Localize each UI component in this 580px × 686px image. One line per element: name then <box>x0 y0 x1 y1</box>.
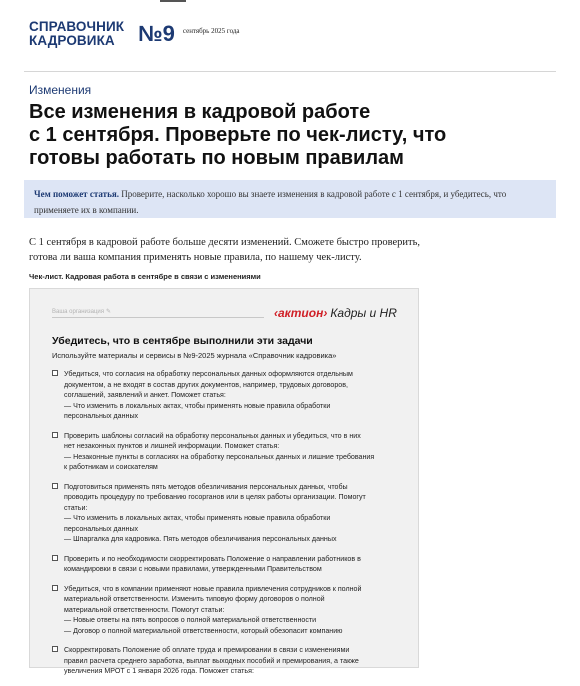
headline-line: с 1 сентября. Проверьте по чек-листу, что <box>29 124 447 146</box>
item-line: Проверить и по необходимости скорректировать Положение о направлении работников в <box>64 554 361 563</box>
top-bar-mark <box>160 0 186 2</box>
item-line: материальной ответственности. Помогут статьи: <box>64 605 225 614</box>
item-line: Скорректировать Положение об оплате труда и премировании в связи с изменениями <box>64 646 350 654</box>
organization-underline <box>52 317 264 318</box>
checkbox[interactable] <box>52 432 58 438</box>
item-link[interactable]: — Новые ответы на пять вопросов о полной материальной ответственности <box>64 616 317 624</box>
checklist-item <box>52 369 402 422</box>
header-divider <box>24 71 556 72</box>
intro-line: готова ли ваша компания применять новые правила, по нашему чек-листу. <box>29 252 362 263</box>
checklist-item <box>52 645 402 677</box>
item-line: Убедиться, что в компании применяют новые правила привлечения сотрудников к полной <box>64 584 362 593</box>
masthead <box>29 20 240 48</box>
headline-line: готовы работать по новым правилам <box>29 147 404 169</box>
item-line: правил расчета среднего заработка, выплат выходных пособий и премирования, а также <box>64 656 359 665</box>
item-line: командировки в связи с новыми правилами, утвержденными Правительством <box>64 565 322 573</box>
brand-kadry: Кадры и HR <box>330 306 397 320</box>
item-line: статьи: <box>64 503 88 512</box>
logo-line-1: СПРАВОЧНИК <box>29 19 125 34</box>
item-line: Убедиться, что согласия на обработку персональных данных оформляются отдельным <box>64 370 353 378</box>
checklist-caption: Чек-лист. Кадровая работа в сентябре в связи с изменениями <box>29 272 261 281</box>
checkbox[interactable] <box>52 585 58 591</box>
brand-aktion: ‹актион› <box>274 306 328 320</box>
item-line: нет незаконных пунктов и лишней информации. Поможет статья: <box>64 442 280 450</box>
item-line: соглашений, заявлений и анкет. Поможет статья: <box>64 391 226 399</box>
checkbox[interactable] <box>52 646 58 652</box>
checkbox[interactable] <box>52 555 58 561</box>
journal-logo[interactable] <box>29 20 124 48</box>
checklist-card <box>29 288 419 675</box>
checkbox[interactable] <box>52 483 58 489</box>
checklist-card-header <box>30 289 418 319</box>
checklist-item <box>52 554 402 575</box>
item-link[interactable]: к работникам и соискателям <box>64 463 158 471</box>
item-link[interactable]: — Шпаргалка для кадровика. Пять методов обезличивания персональных данных <box>64 535 337 543</box>
item-line: Подготовиться применять пять методов обезличивания персональных данных, чтобы <box>64 482 348 491</box>
organization-field[interactable] <box>52 308 111 315</box>
item-link[interactable]: — Что изменить в локальных актах, чтобы применять новые правила обработки <box>64 401 331 410</box>
item-line: Проверить шаблоны согласий на обработку персональных данных и убедиться, что в них <box>64 431 361 440</box>
article-headline <box>29 101 549 170</box>
benefit-text: Проверите, насколько хорошо вы знаете изменения в кадровой работе с 1 сентября, и убедитесь, что применяете их в компании. <box>34 189 507 215</box>
brand-logo <box>274 306 397 320</box>
organization-placeholder: Ваша организация <box>52 309 105 315</box>
checklist-item <box>52 482 402 545</box>
checklist-subtitle: Используйте материалы и сервисы в №9-2025 журнала «Справочник кадровика» <box>52 351 337 360</box>
item-line: увеличения МРОТ с 1 января 2026 года. Поможет статья: <box>64 667 254 675</box>
checklist-item <box>52 584 402 637</box>
item-link[interactable]: — Что изменить в локальных актах, чтобы применять новые правила обработки <box>64 514 331 522</box>
item-line: документом, а не входят в состав других документов, например, трудовых договоров, <box>64 380 348 389</box>
issue-date: сентябрь 2025 года <box>182 27 240 35</box>
item-line: проводить процедуру по требованию госорганов или в целях работы организации. Помогут <box>64 493 366 501</box>
item-link[interactable]: — Незаконные пункты в согласиях на обработку персональных данных и лишние требования <box>64 452 375 461</box>
checklist-title: Убедитесь, что в сентябре выполнили эти задачи <box>52 335 313 347</box>
item-link[interactable]: персональных данных <box>64 524 139 533</box>
headline-line: Все изменения в кадровой работе <box>29 101 371 123</box>
benefit-label: Чем поможет статья. <box>34 189 119 199</box>
pencil-icon: ✎ <box>106 309 112 315</box>
article-intro <box>29 235 529 265</box>
item-link[interactable]: персональных данных <box>64 412 139 420</box>
checkbox[interactable] <box>52 370 58 376</box>
checklist-items <box>52 369 402 686</box>
item-line: материальной ответственности. Изменить типовую форму договоров о полной <box>64 595 325 603</box>
article-benefit-box <box>24 180 556 218</box>
checklist-item <box>52 431 402 473</box>
logo-line-2: КАДРОВИКА <box>29 33 115 48</box>
issue-number: №9 <box>138 21 175 46</box>
item-link[interactable]: — Договор о полной материальной ответственности, который обезопасит компанию <box>64 626 343 635</box>
intro-line: С 1 сентября в кадровой работе больше десяти изменений. Сможете быстро проверить, <box>29 237 421 248</box>
article-rubric[interactable]: Изменения <box>29 83 92 97</box>
